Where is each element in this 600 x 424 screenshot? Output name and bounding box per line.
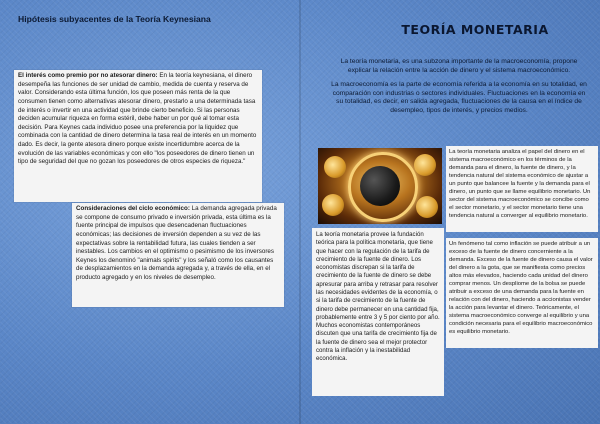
interest-label: El interés como premio por no atesorar dinero: [18,72,158,79]
monetary-policy-text-box: La teoría monetaria provee la fundación teórica para la política monetaria, que tiene que hacer con la regulación de la tarifa de crecimiento de la fuente de dinero. Los economistas discrepan si la tarifa de crecimiento de la fuente de dinero se debe apresurar para arriba y retrasar para resolver las necesidades evidentes de la economía, o si la tarifa de crecimiento de la fuente de dinero debe permanecer en una cantidad fija, probablemente entre 3 y 5 por ciento por año. Muchos economistas contemporáneos discuten que una tarifa de crecimiento fija de la fuente de dinero sea el mejor protector contra la inflación y la inestabilidad económica. [312,228,444,396]
globe-icon [360,166,400,206]
coin-icon [322,194,344,216]
interest-text-box [14,70,262,202]
interest-text: En la teoría keynesiana, el dinero desempeña las funciones de ser unidad de cambio, medida de cuenta y reserva de valor. Considerando esta última función, los que poseen más renta de la que consumen tienen como alternativas atesorar dinero, prestarlo a una determinada tasa de interés o invertir en una actividad que brinde cierto beneficio. Si las personas deciden acumular riqueza en forma estéril, debe haber un por qué al tomar esta decisión. Para Keynes cada individuo posee una preferencia por la liquidez que combinada con la cantidad de dinero determina la tasa real de interés en un momento dado. Es decir, la gente atesora dinero porque existe incertidumbre acerca de la evolución de las variables económicas y con ello "los poseedores de dinero tienen un tipo de seguridad del que no gozan los poseedores de otros especies de riqueza." [18,72,257,166]
intro-paragraph: La macroeconomía es la parte de economía referida a la economía en su totalidad, en comparación con industrias o sectores individuales. Fluctuaciones en la economía en su totalidad, es decir, en salida agregada, fluctuaciones de la causa en el índice de desempleo, tipos de interés, y precios medios. [331,80,587,115]
right-page [300,0,600,424]
section-heading: Hipótesis subyacentes de la Teoría Keynesiana [18,14,211,24]
coin-icon [324,156,346,178]
coin-icon [416,196,438,218]
intro-paragraph: La teoría monetaria, es una subzona importante de la macroeconomía, propone explicar la relación entre la acción de dinero y el sistema macroeconómico. [340,58,578,74]
demand-supply-text-box: La teoría monetaria analiza el papel del dinero en el sistema macroeconómico en los términos de la demanda para el dinero, la fuente de dinero, y la tendencia natural del sistema económico de ajustar a un punto que balancee la fuente y la demanda para el dinero, un punto que se llame equilibrio monetario. Un sector del sistema macroeconómico se concibe como el sector monetario, y el sector monetario tiene una tendencia natural a converger al equilibrio monetario. [446,146,598,232]
cycle-text: La demanda agregada privada se compone de consumo privado e inversión privada, esta última es la fuente principal de impulsos que desencadenan fluctuaciones económicas; las decisiones de inversión dependen a su vez de las expectativas sobre la rentabilidad futura, las cuales tienden a ser inestables. Los cambios en el optimismo o pesimismo de los inversores Keynes los denominó "animals spirits" y los señaló como los causantes de desplazamientos en la demanda agregada y, a través de ella, en el producto agregado y en los niveles de desempleo. [76,205,277,281]
page-title: TEORÍA MONETARIA [401,22,549,37]
intro-text [330,58,588,121]
cycle-text-box [72,203,284,307]
golden-globe-illustration [318,148,442,224]
cycle-label: Consideraciones del ciclo económico: [76,205,190,212]
inflation-text-box: Un fenómeno tal como inflación se puede atribuir a un exceso de la fuente de dinero concerniente a la demanda. Exceso de la fuente de dinero causa el valor del dinero a la gota, que se manifiesta como precios altos más elevados, haciendo cada unidad del dinero comprar menos. Un despliome de la bolsa se puede atribuir a exceso de una demanda para la fuente en relación con del dinero, haciendo a accionistas vender la acción para levantar el dinero. Teóricamente, el sistema macroeconómico converge al equilibrio y una condición necesaria para el equilibrio macroeconómico es equilibrio monetario. [446,238,598,348]
coin-icon [414,154,436,176]
